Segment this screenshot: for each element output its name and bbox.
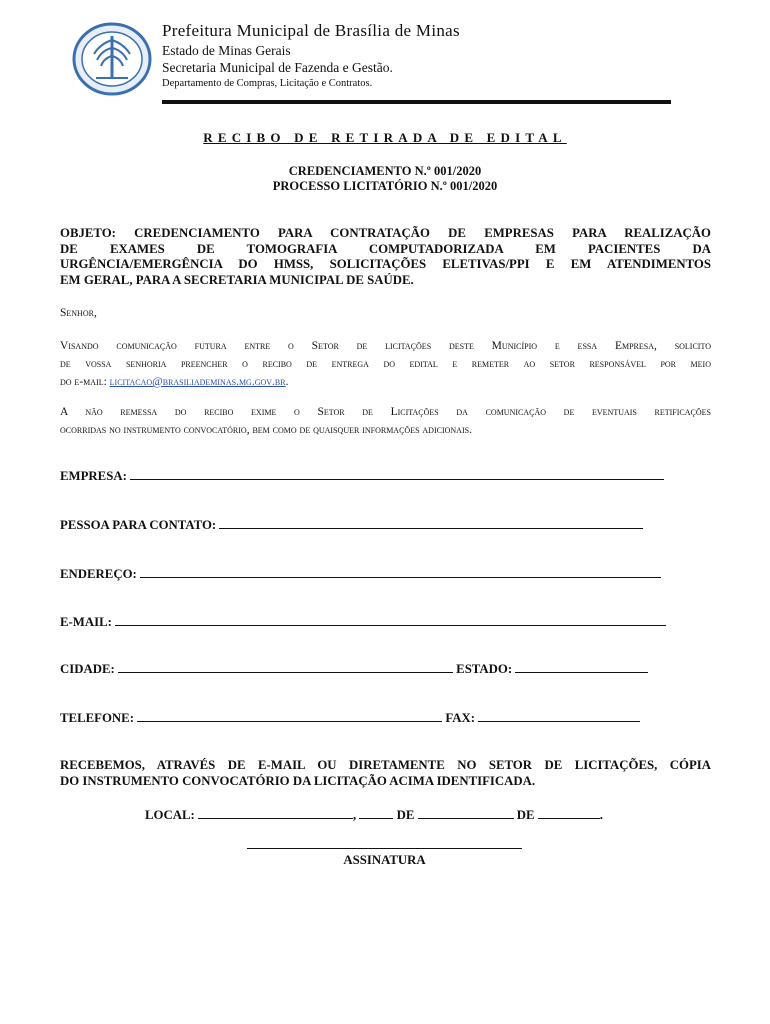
seal-icon [72,22,152,96]
cidade-blank[interactable] [118,660,453,673]
year-blank[interactable] [538,806,600,819]
telefone-fax-field [60,709,640,726]
fax-label: FAX: [445,711,475,725]
recebemos-line: DO INSTRUMENTO CONVOCATÓRIO DA LICITAÇÃO ACIMA IDENTIFICADA. [60,774,536,788]
department-name: Departamento de Compras, Licitação e Contratos. [162,78,373,89]
receipt-title: RECIBO DE RETIRADA DE EDITAL [203,130,567,145]
estado-blank[interactable] [515,660,648,673]
local-label: LOCAL: [145,808,195,822]
process-numbers [0,164,770,194]
objeto-line: DE EXAMES DE TOMOGRAFIA COMPUTADORIZADA EM PACIENTES DA [60,241,711,256]
visando-paragraph [60,337,711,391]
local-date-line: LOCAL: , DE DE . [145,808,603,822]
endereco-field [60,565,661,582]
objeto-line: URGÊNCIA/EMERGÊNCIA DO HMSS, SOLICITAÇÕES ELETIVAS/PPI E EM ATENDIMENTOS [60,257,711,272]
endereco-label: ENDEREÇO: [60,567,137,581]
cidade-estado-field [60,660,648,677]
estado-label: ESTADO: [456,662,513,676]
contato-label: PESSOA PARA CONTATO: [60,518,217,532]
month-blank[interactable] [418,806,514,819]
cidade-label: CIDADE: [60,662,115,676]
remessa-line: A não remessa do recibo exime o Setor de Licitações da comunicação de eventuais retificações [60,406,711,418]
email-blank[interactable] [115,613,666,626]
signature-label: ASSINATURA [343,853,426,867]
signature-line[interactable] [247,848,522,849]
secretariat-name: Secretaria Municipal de Fazenda e Gestão. [162,60,393,75]
municipal-seal-logo [72,22,152,96]
salutation: Senhor, [60,307,97,319]
local-blank[interactable] [198,806,353,819]
email-field [60,613,666,630]
day-blank[interactable] [359,806,393,819]
recebemos-line: RECEBEMOS, ATRAVÉS DE E-MAIL OU DIRETAMENTE NO SETOR DE LICITAÇÕES, CÓPIA [60,758,711,772]
empresa-field [60,467,664,484]
credenciamento-number: CREDENCIAMENTO N.º 001/2020 [288,164,482,178]
processo-number: PROCESSO LICITATÓRIO N.º 001/2020 [272,179,498,193]
contato-field [60,516,643,533]
telefone-blank[interactable] [137,709,442,722]
contato-blank[interactable] [219,516,643,529]
objeto-line: OBJETO: CREDENCIAMENTO PARA CONTRATAÇÃO DE EMPRESAS PARA REALIZAÇÃO [60,226,711,240]
header-divider [162,100,671,104]
empresa-blank[interactable] [130,467,664,480]
visando-line: Visando comunicação futura entre o Setor de licitações deste Município e essa Empresa, solicito [60,340,711,352]
visando-line: de vossa senhoria preencher o recibo de entrega do edital e remeter ao setor responsável por meio [60,358,711,370]
email-label: E-MAIL: [60,615,112,629]
email-link[interactable]: licitacao@brasiliademinas.mg.gov.br [109,376,286,388]
empresa-label: EMPRESA: [60,469,127,483]
municipality-title: Prefeitura Municipal de Brasília de Minas [162,21,460,40]
visando-line-email: do e-mail: licitacao@brasiliademinas.mg.gov.br. [60,376,289,388]
telefone-label: TELEFONE: [60,711,134,725]
state-name: Estado de Minas Gerais [162,43,291,58]
remessa-line: ocorridas no instrumento convocatório, bem como de quaisquer informações adicionais. [60,424,472,436]
objeto-line: EM GERAL, PARA A SECRETARIA MUNICIPAL DE SAÚDE. [60,272,414,287]
endereco-blank[interactable] [140,565,661,578]
letterhead [162,20,460,91]
remessa-paragraph [60,403,711,439]
fax-blank[interactable] [478,709,640,722]
objeto-paragraph [60,226,711,288]
recebemos-paragraph [60,757,711,789]
